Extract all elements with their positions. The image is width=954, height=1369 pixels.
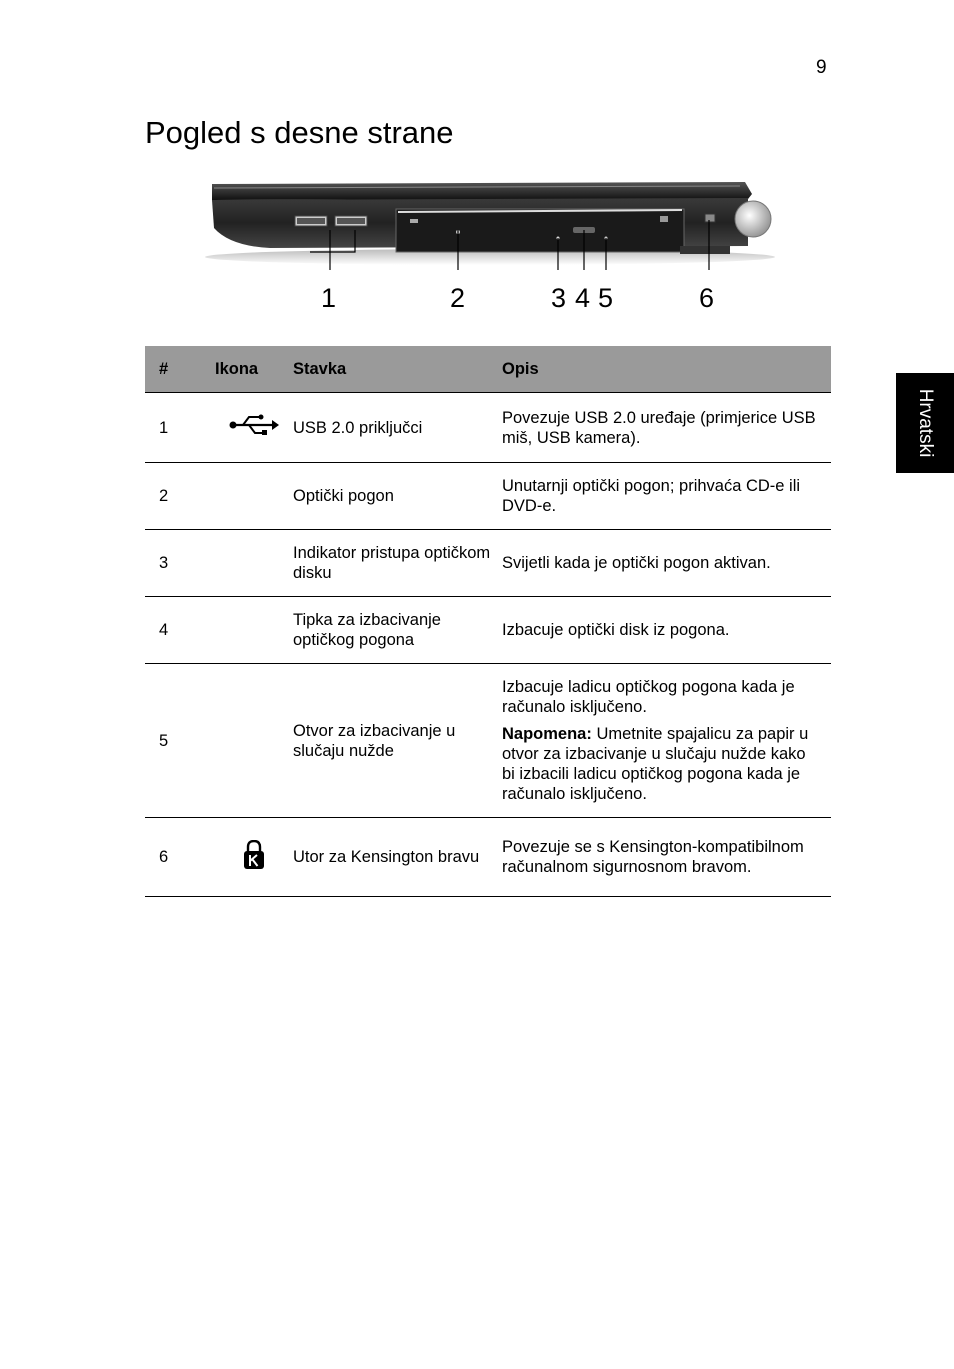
language-side-tab xyxy=(896,373,954,473)
table-row xyxy=(145,597,831,664)
page-title: Pogled s desne strane xyxy=(145,115,454,150)
row-item: Tipka za izbacivanje optičkog pogona xyxy=(293,597,502,664)
header-item: Stavka xyxy=(293,346,502,393)
row-icon xyxy=(215,664,293,818)
row-icon xyxy=(215,818,293,897)
row-icon xyxy=(215,530,293,597)
callout-2: 2 xyxy=(450,283,466,313)
row-desc: Unutarnji optički pogon; prihvaća CD-e ili DVD-e. xyxy=(502,463,831,530)
row-note xyxy=(502,724,821,804)
callout-1: 1 xyxy=(321,283,337,313)
row-item: Indikator pristupa optičkom disku xyxy=(293,530,502,597)
table-row xyxy=(145,463,831,530)
row-item: Otvor za izbacivanje u slučaju nužde xyxy=(293,664,502,818)
table-row xyxy=(145,664,831,818)
row-item: Utor za Kensington bravu xyxy=(293,818,502,897)
row-num: 4 xyxy=(145,597,215,664)
table-header-row xyxy=(145,346,831,393)
row-desc: Svijetli kada je optički pogon aktivan. xyxy=(502,530,831,597)
header-num: # xyxy=(145,346,215,393)
header-desc: Opis xyxy=(502,346,831,393)
row-num: 3 xyxy=(145,530,215,597)
kensington-lock-icon xyxy=(243,840,265,870)
table-row xyxy=(145,818,831,897)
note-text: Umetnite spajalicu za papir u otvor za izbacivanje u slučaju nužde kako bi izbacili ladicu optičkog pogona kada je računalo isključeno. xyxy=(502,725,809,803)
note-label: Napomena: xyxy=(502,725,592,743)
callout-5: 5 xyxy=(598,283,614,313)
callout-numbers xyxy=(0,283,954,313)
callout-6: 6 xyxy=(699,283,715,313)
row-desc-text: Izbacuje ladicu optičkog pogona kada je računalo isključeno. xyxy=(502,678,795,716)
row-num: 1 xyxy=(145,393,215,463)
row-item: Optički pogon xyxy=(293,463,502,530)
usb-icon xyxy=(229,414,279,436)
page-number: 9 xyxy=(816,57,827,78)
row-desc xyxy=(502,664,831,818)
row-num: 5 xyxy=(145,664,215,818)
laptop-right-side-illustration xyxy=(200,172,790,270)
callout-4: 4 xyxy=(575,283,591,313)
table-row xyxy=(145,393,831,463)
row-desc: Povezuje se s Kensington-kompatibilnom računalnom sigurnosnom bravom. xyxy=(502,818,831,897)
callout-3: 3 xyxy=(551,283,567,313)
table-row xyxy=(145,530,831,597)
row-desc: Povezuje USB 2.0 uređaje (primjerice USB miš, USB kamera). xyxy=(502,393,831,463)
ports-table xyxy=(145,346,831,897)
row-icon xyxy=(215,597,293,664)
row-icon xyxy=(215,393,293,463)
row-num: 2 xyxy=(145,463,215,530)
side-tab-label: Hrvatski xyxy=(915,388,936,458)
row-desc: Izbacuje optički disk iz pogona. xyxy=(502,597,831,664)
row-icon xyxy=(215,463,293,530)
header-icon: Ikona xyxy=(215,346,293,393)
row-num: 6 xyxy=(145,818,215,897)
row-item: USB 2.0 priključci xyxy=(293,393,502,463)
